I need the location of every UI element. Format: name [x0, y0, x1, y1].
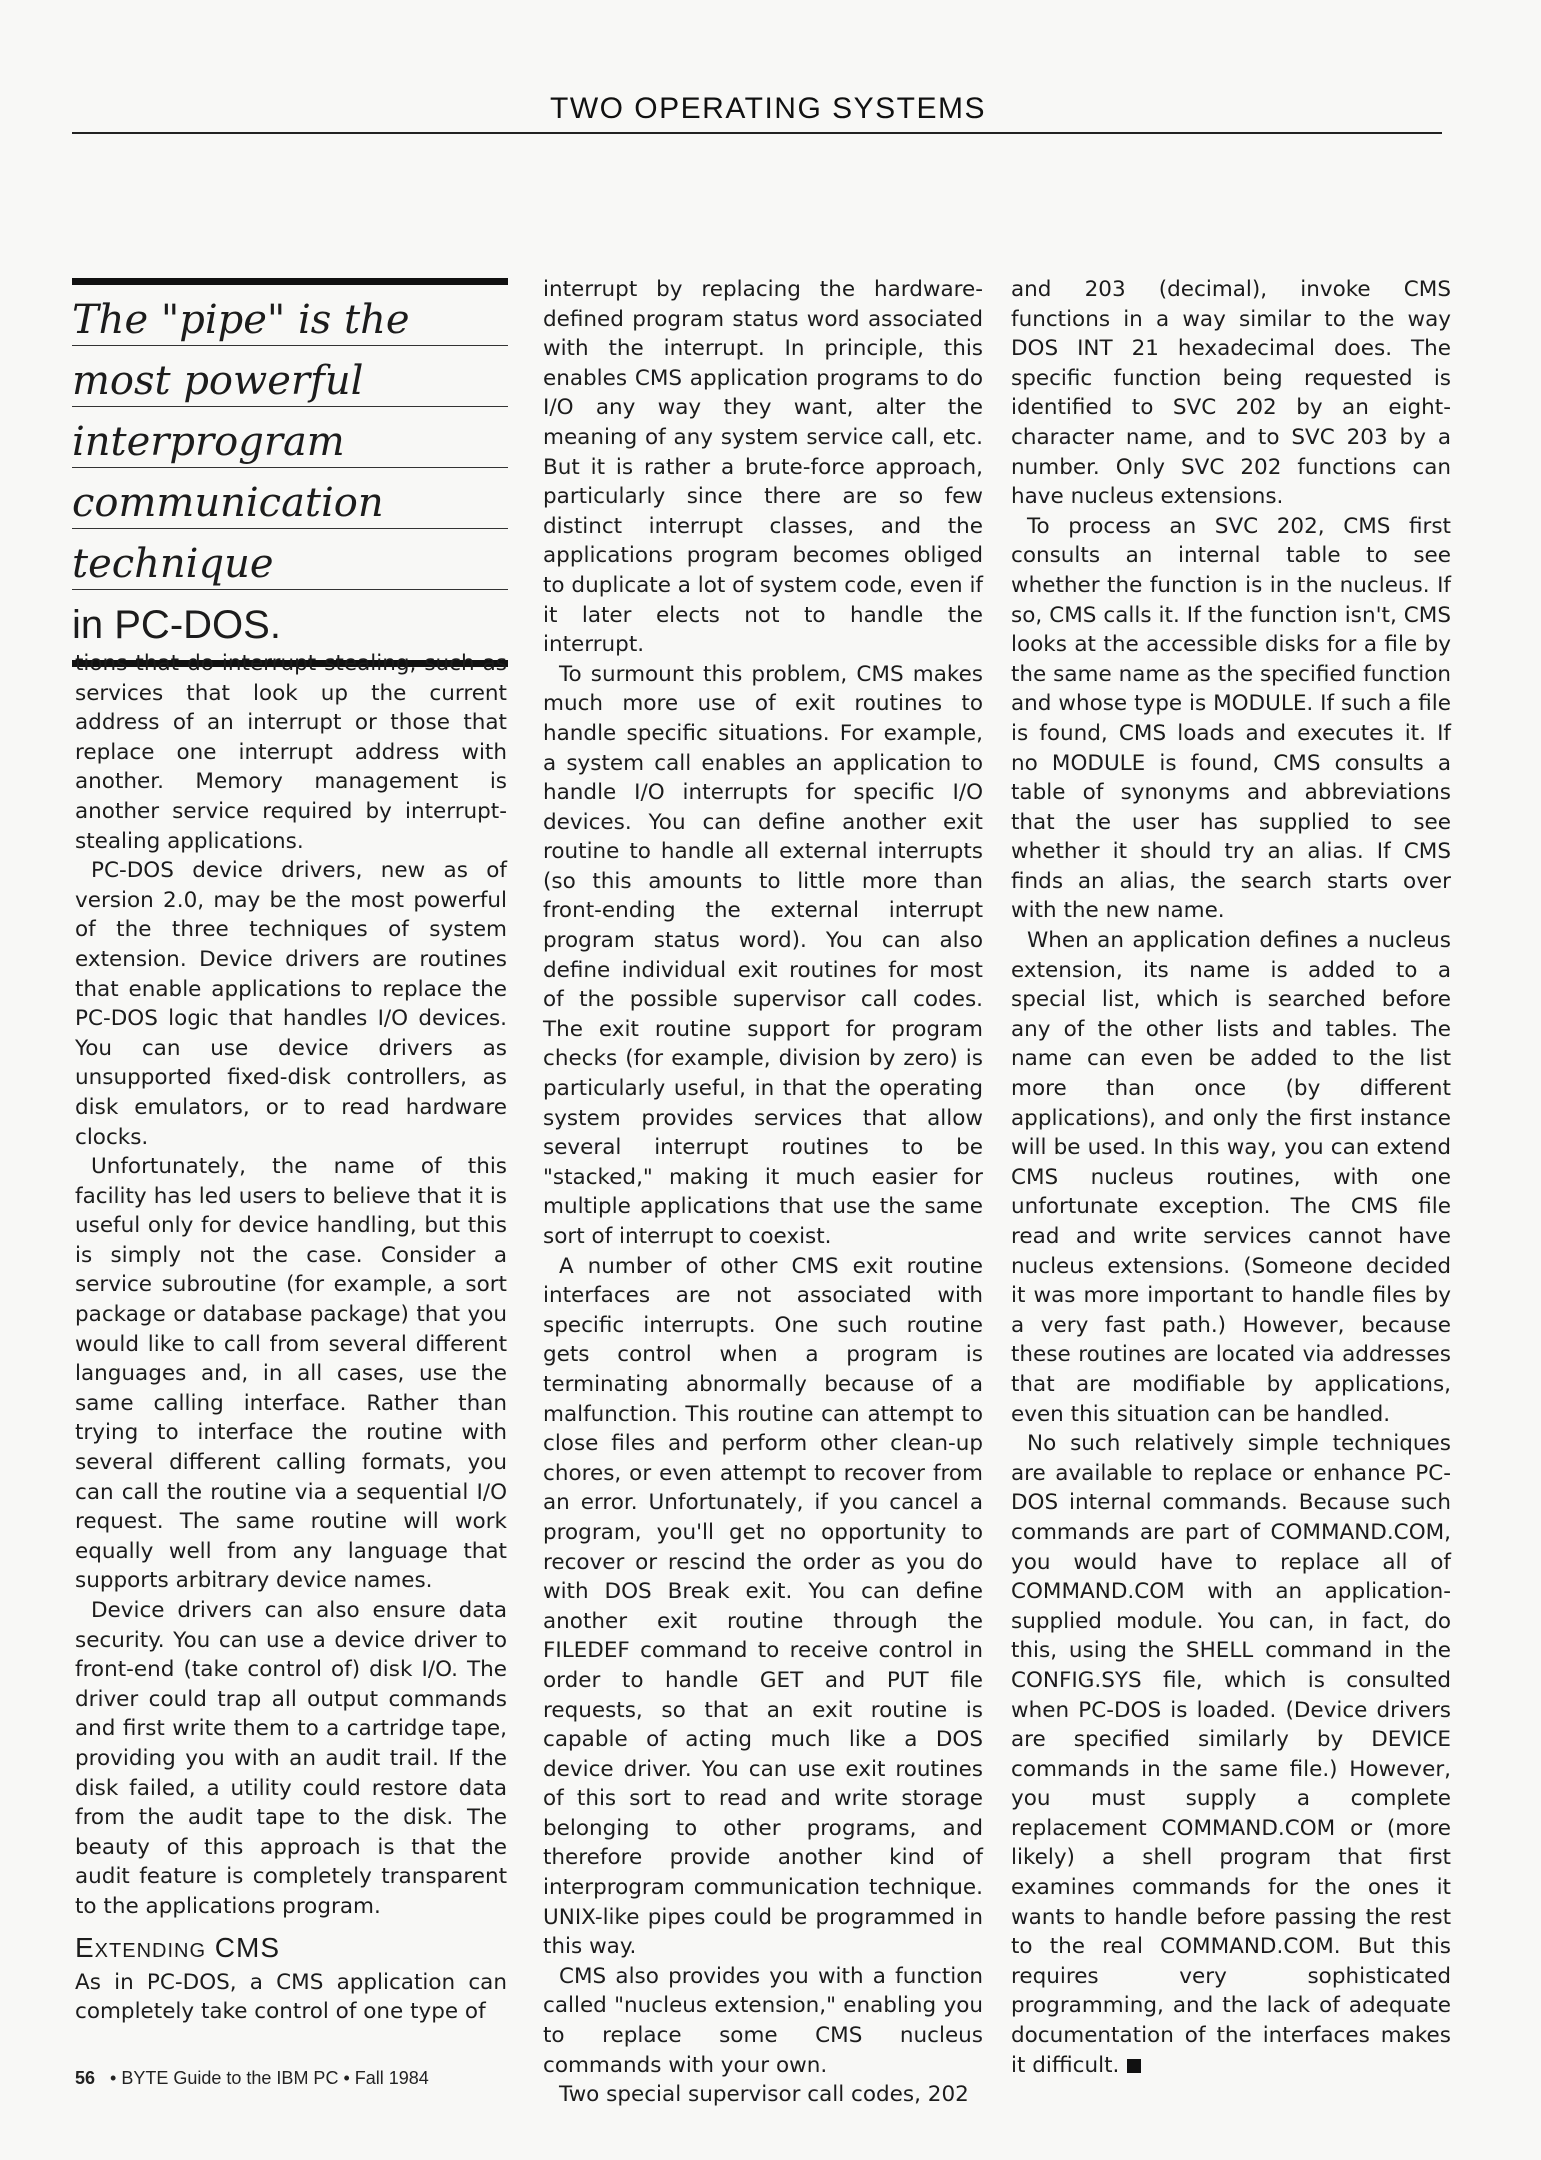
text-column-1 [75, 649, 507, 2027]
paragraph [1011, 1429, 1451, 2080]
text-column-2 [543, 275, 983, 2110]
end-of-article-mark [1127, 2059, 1141, 2073]
paragraph: and 203 (decimal), invoke CMS functions in a way similar to the way DOS INT 21 hexadecimal does. The specific function being requested is identified to SVC 202 by an eight-character name, and to SVC 203 by a number. Only SVC 202 functions can have nucleus extensions. [1011, 277, 1451, 510]
paragraph-text: No such relatively simple techniques are available to replace or enhance PC-DOS internal commands. Because such commands are part of COMMAND.COM, you would have to replace all of COMMAND.COM with an application-supplied module. You can, in fact, do this, using the SHELL command in the CONFIG.SYS file, which is consulted when PC-DOS is loaded. (Device drivers are specified similarly by DEVICE commands in the same file.) However, you must supply a complete replacement COMMAND.COM or (more likely) a shell program that first examines commands for the ones it wants to handle before passing the rest to the real COMMAND.COM. But this requires very sophisticated programming, and the lack of adequate documentation of the interfaces makes it difficult. [1011, 1431, 1451, 2078]
paragraph: To process an SVC 202, CMS first consults an internal table to see whether the function is in the nucleus. If so, CMS calls it. If the function isn't, CMS looks at the accessible disks for a file by the same name as the specified function and whose type is MODULE. If such a file is found, CMS loads and executes it. If no MODULE is found, CMS consults a table of synonyms and abbreviations that the user has supplied to see whether it should try an alias. If CMS finds an alias, the search starts over with the new name. [1011, 513, 1451, 924]
pull-quote-line: interprogram [72, 407, 508, 468]
paragraph: Two special supervisor call codes, 202 [559, 2082, 969, 2108]
paragraph: CMS also provides you with a function called "nucleus extension," enabling you to replace some CMS nucleus commands with your own. [543, 1963, 983, 2078]
paragraph: A number of other CMS exit routine interfaces are not associated with specific interrupts. One such routine gets control when a program is terminating abnormally because of a malfunction. This routine can attempt to close files and perform other clean-up chores, or even attempt to recover from an error. Unfortunately, if you cancel a program, you'll get no opportunity to recover or rescind the order as you do with DOS Break exit. You can define another exit routine through the FILEDEF command to receive control in order to handle GET and PUT file requests, so that an exit routine is capable of acting much like a DOS device driver. You can use exit routines of this sort to read and write storage belonging to other programs, and therefore provide another kind of interprogram communication technique. UNIX-like pipes could be programmed in this way. [543, 1253, 983, 1960]
pull-quote-line: most powerful [72, 346, 508, 407]
pull-quote-line: The "pipe" is the [72, 285, 508, 346]
pull-quote-line: in PC-DOS. [72, 603, 281, 647]
section-heading: Extending CMS [75, 1931, 281, 1963]
paragraph: To surmount this problem, CMS makes much more use of exit routines to handle specific situations. For example, a system call enables an application to handle I/O interrupts for specific I/O devices. You can define another exit routine to handle all external interrupts (so this amounts to little more than front-ending the external interrupt program status word). You can also define individual exit routines for most of the possible supervisor call codes. The exit routine support for program checks (for example, division by zero) is particularly useful, in that the operating system provides services that allow several interrupt routines to be "stacked," making it much easier for multiple applications that use the same sort of interrupt to coexist. [543, 661, 983, 1249]
page-number: 56 [75, 2068, 96, 2088]
paragraph: tions that do interrupt stealing, such as services that look up the current address of an interrupt or those that replace one interrupt address with another. Memory management is another service required by interrupt-stealing applications. [75, 651, 507, 854]
paragraph: PC-DOS device drivers, new as of version 2.0, may be the most powerful of the three techniques of system extension. Device drivers are routines that enable applications to replace the PC-DOS logic that handles I/O devices. You can use device drivers as unsupported fixed-disk controllers, as disk emulators, or to read hardware clocks. [75, 858, 507, 1150]
paragraph: Unfortunately, the name of this facility has led users to believe that it is useful only for device handling, but this is simply not the case. Consider a service subroutine (for example, a sort package or database package) that you would like to call from several different languages and, in all cases, use the same calling interface. Rather than trying to interface the routine with several different calling formats, you can call the routine via a sequential I/O request. The same routine will work equally well from any language that supports arbitrary device names. [75, 1154, 507, 1594]
paragraph: interrupt by replacing the hardware-defined program status word associated with the interrupt. In principle, this enables CMS application programs to do I/O any way they want, alter the meaning of any system service call, etc. But it is rather a brute-force approach, particularly since there are so few distinct interrupt classes, and the applications program becomes obliged to duplicate a lot of system code, even if it later elects not to handle the interrupt. [543, 277, 983, 658]
page-footer [75, 2068, 429, 2089]
paragraph: When an application defines a nucleus extension, its name is added to a special list, which is searched before any of the other lists and tables. The name can even be added to the list more than once (by different applications), and only the first instance will be used. In this way, you can extend CMS nucleus routines, with one unfortunate exception. The CMS file read and write services cannot have nucleus extensions. (Someone decided it was more important to handle files by a very fast path.) However, because these routines are located via addresses that are modifiable by applications, even this situation can be handled. [1011, 928, 1451, 1427]
text-column-3 [1011, 275, 1451, 2080]
pull-quote [72, 278, 508, 667]
pull-quote-top-rule [72, 278, 508, 285]
paragraph: Device drivers can also ensure data security. You can use a device driver to front-end (take control of) disk I/O. The driver could trap all output commands and first write them to a cartridge tape, providing you with an audit trail. If the disk failed, a utility could restore data from the audit tape to the disk. The beauty of this approach is that the audit feature is completely transparent to the applications program. [75, 1598, 507, 1919]
pull-quote-line: communication [72, 468, 508, 529]
running-header [72, 86, 1442, 134]
publication-info: • BYTE Guide to the IBM PC • Fall 1984 [110, 2068, 429, 2088]
paragraph: As in PC-DOS, a CMS application can completely take control of one type of [75, 1969, 507, 2025]
pull-quote-line: technique [72, 529, 508, 590]
running-header-title: TWO OPERATING SYSTEMS [547, 86, 989, 132]
